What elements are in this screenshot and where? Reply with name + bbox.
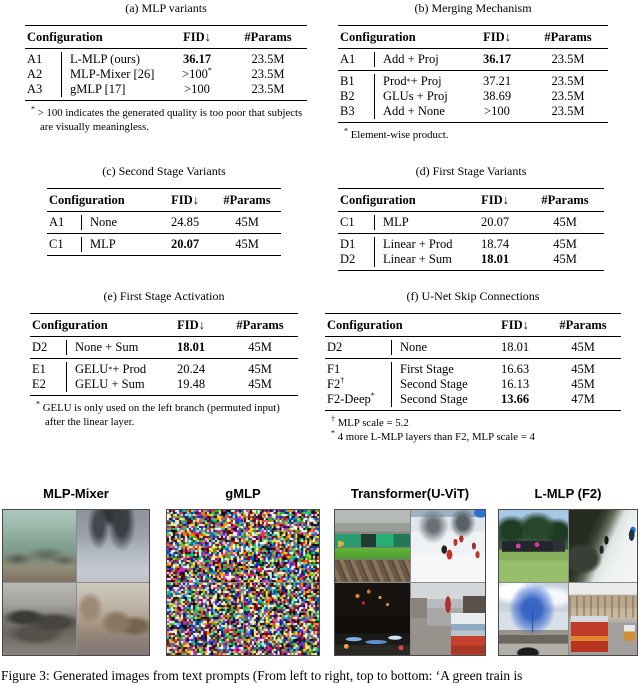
table-footnotes bbox=[25, 106, 307, 135]
config-name: GELU * + Prod bbox=[66, 362, 160, 377]
config-id: C1 bbox=[49, 237, 64, 252]
config-name: GELU + Sum bbox=[66, 377, 160, 392]
header-configuration: Configuration bbox=[27, 29, 103, 44]
table-group bbox=[325, 337, 621, 358]
generated-image bbox=[499, 510, 568, 582]
table-footnote: * > 100 indicates the generated quality is too poor that subjects are visually meaningless. bbox=[31, 104, 303, 134]
params-value: 45M bbox=[248, 377, 272, 392]
image-grid bbox=[166, 509, 320, 656]
config-id: E1 bbox=[32, 362, 46, 377]
fid-value: 18.01 bbox=[176, 340, 206, 355]
generated-image bbox=[3, 510, 76, 582]
header-params: #Params bbox=[223, 192, 271, 207]
fid-value: 20.07 bbox=[480, 215, 510, 230]
generated-image bbox=[77, 583, 150, 655]
table-group bbox=[30, 358, 298, 395]
generated-image bbox=[569, 510, 638, 582]
config-id: D2 bbox=[327, 340, 343, 355]
panel-transformer-uvit bbox=[334, 486, 486, 656]
config-id: C1 bbox=[340, 215, 355, 230]
params-value: 45M bbox=[235, 237, 259, 252]
header-fid: FID↓ bbox=[483, 29, 511, 44]
header-configuration: Configuration bbox=[327, 317, 403, 332]
header-params: #Params bbox=[236, 317, 284, 332]
params-value: 45M bbox=[248, 362, 272, 377]
fid-value: 36.17 bbox=[182, 52, 212, 67]
params-value: 23.5M bbox=[251, 52, 285, 67]
config-name: L-MLP (ours) bbox=[61, 52, 165, 67]
header-configuration: Configuration bbox=[340, 192, 416, 207]
image-grid bbox=[2, 509, 150, 656]
table-body bbox=[325, 337, 621, 411]
table-body bbox=[30, 337, 298, 396]
table-b-merging-mechanism bbox=[338, 2, 608, 142]
table-header bbox=[338, 188, 604, 212]
fid-value: 20.07 bbox=[170, 237, 200, 252]
config-id: E2 bbox=[32, 377, 46, 392]
panel-label: L-MLP (F2) bbox=[534, 486, 602, 501]
table-row bbox=[338, 237, 604, 252]
table-row bbox=[30, 340, 298, 355]
config-id: B1 bbox=[340, 74, 355, 89]
fid-value: 18.01 bbox=[480, 252, 510, 267]
header-fid: FID↓ bbox=[171, 192, 199, 207]
generated-image bbox=[335, 583, 410, 655]
config-id: F1 bbox=[327, 362, 341, 377]
params-value: 45M bbox=[235, 215, 259, 230]
table-row bbox=[47, 237, 281, 252]
table-e-first-stage-activation bbox=[30, 290, 298, 430]
header-configuration: Configuration bbox=[340, 29, 416, 44]
header-configuration: Configuration bbox=[49, 192, 125, 207]
config-id: A1 bbox=[27, 52, 43, 67]
generated-image-noise bbox=[167, 510, 243, 582]
header-params: #Params bbox=[244, 29, 292, 44]
table-body bbox=[25, 49, 307, 101]
config-id: F2-Deep* bbox=[327, 391, 375, 407]
header-fid: FID↓ bbox=[183, 29, 211, 44]
header-fid: FID↓ bbox=[177, 317, 205, 332]
fid-value: 16.63 bbox=[500, 362, 530, 377]
table-footnotes bbox=[325, 416, 621, 445]
table-row bbox=[30, 362, 298, 377]
generated-image bbox=[335, 510, 410, 582]
table-header bbox=[25, 25, 307, 49]
fid-value: 38.69 bbox=[482, 89, 512, 104]
table-footnote: † MLP scale = 5.2 bbox=[331, 414, 409, 430]
table-group bbox=[338, 70, 608, 122]
params-value: 23.5M bbox=[551, 104, 585, 119]
table-row bbox=[325, 362, 621, 377]
fid-value: 24.85 bbox=[170, 215, 200, 230]
params-value: 45M bbox=[553, 215, 577, 230]
params-value: 45M bbox=[248, 340, 272, 355]
fid-value: 13.66 bbox=[500, 392, 530, 407]
header-params: #Params bbox=[559, 317, 607, 332]
config-id: D2 bbox=[32, 340, 48, 355]
panel-gmlp bbox=[166, 486, 320, 656]
params-value: 23.5M bbox=[551, 74, 585, 89]
table-group bbox=[338, 212, 604, 233]
generated-image bbox=[3, 583, 76, 655]
generated-image-noise bbox=[167, 583, 243, 655]
fid-value: 18.01 bbox=[500, 340, 530, 355]
params-value: 23.5M bbox=[251, 67, 285, 82]
table-caption: (e) First Stage Activation bbox=[103, 289, 225, 303]
table-d-first-stage-variants bbox=[338, 165, 604, 276]
config-name: MLP bbox=[374, 215, 464, 230]
table-group bbox=[338, 49, 608, 70]
table-footnotes bbox=[30, 401, 298, 430]
table-header bbox=[325, 313, 621, 337]
table-group bbox=[25, 49, 307, 100]
config-id: A2 bbox=[27, 67, 43, 82]
table-row bbox=[25, 52, 307, 67]
table-row bbox=[338, 252, 604, 267]
table-header bbox=[47, 188, 281, 212]
image-grid bbox=[334, 509, 486, 656]
table-group bbox=[47, 212, 281, 233]
table-header bbox=[30, 313, 298, 337]
table-f-unet-skip-connections bbox=[325, 290, 621, 445]
image-grid bbox=[498, 509, 638, 656]
table-caption: (b) Merging Mechanism bbox=[414, 1, 532, 15]
params-value: 45M bbox=[571, 377, 595, 392]
params-value: 23.5M bbox=[251, 82, 285, 97]
table-group bbox=[338, 233, 604, 270]
table-row bbox=[25, 82, 307, 97]
table-footnotes bbox=[338, 128, 608, 142]
fid-value: 36.17 bbox=[482, 52, 512, 67]
table-row bbox=[25, 67, 307, 82]
fid-value: >100 bbox=[184, 82, 210, 97]
config-id: A1 bbox=[340, 52, 356, 67]
fid-value: 20.24 bbox=[176, 362, 206, 377]
generated-image bbox=[569, 583, 638, 655]
table-group bbox=[47, 233, 281, 255]
config-name: Second Stage bbox=[391, 377, 485, 392]
panel-l-mlp-f2 bbox=[498, 486, 638, 656]
params-value: 23.5M bbox=[551, 89, 585, 104]
params-value: 45M bbox=[553, 252, 577, 267]
config-name: Prod * + Proj bbox=[374, 74, 466, 89]
header-params: #Params bbox=[541, 192, 589, 207]
table-caption: (d) First Stage Variants bbox=[415, 164, 527, 178]
table-a-mlp-variants bbox=[25, 2, 307, 135]
table-row bbox=[338, 74, 608, 89]
table-footnote: * 4 more L-MLP layers than F2, MLP scale = 4 bbox=[331, 428, 535, 444]
config-name: MLP bbox=[81, 237, 157, 252]
generated-image bbox=[499, 583, 568, 655]
panel-label: MLP-Mixer bbox=[43, 486, 109, 501]
table-header bbox=[338, 25, 608, 49]
table-body bbox=[47, 212, 281, 256]
generated-image bbox=[411, 583, 486, 655]
table-row bbox=[338, 52, 608, 67]
fid-value: >100* bbox=[182, 66, 212, 82]
config-name: MLP-Mixer [26] bbox=[61, 67, 165, 82]
config-name: Linear + Prod bbox=[374, 237, 464, 252]
params-value: 47M bbox=[571, 392, 595, 407]
config-id: A1 bbox=[49, 215, 65, 230]
table-caption: (a) MLP variants bbox=[125, 1, 207, 15]
config-name: Add + Proj bbox=[374, 52, 466, 67]
table-footnote: * GELU is only used on the left branch (permuted input) after the linear layer. bbox=[36, 399, 280, 429]
config-name: gMLP [17] bbox=[61, 82, 165, 97]
header-fid: FID↓ bbox=[501, 317, 529, 332]
config-name: First Stage bbox=[391, 362, 485, 377]
config-id: A3 bbox=[27, 82, 43, 97]
config-name: Second Stage bbox=[391, 392, 485, 407]
table-row bbox=[325, 340, 621, 355]
config-id: F2† bbox=[327, 376, 345, 392]
generated-image bbox=[77, 510, 150, 582]
table-row bbox=[338, 215, 604, 230]
params-value: 23.5M bbox=[551, 52, 585, 67]
figure-caption: Figure 3: Generated images from text prompts (From left to right, top to bottom: ‘A green train is bbox=[1, 668, 523, 683]
table-c-second-stage-variants bbox=[47, 165, 281, 261]
fid-value: >100 bbox=[484, 104, 510, 119]
params-value: 45M bbox=[571, 362, 595, 377]
table-row bbox=[47, 215, 281, 230]
config-name: None + Sum bbox=[66, 340, 160, 355]
fid-value: 16.13 bbox=[500, 377, 530, 392]
table-footnote: * Element-wise product. bbox=[344, 126, 449, 142]
generated-image-noise bbox=[244, 510, 320, 582]
table-caption: (f) U-Net Skip Connections bbox=[406, 289, 540, 303]
config-id: D2 bbox=[340, 252, 356, 267]
config-id: D1 bbox=[340, 237, 356, 252]
config-name: Add + None bbox=[374, 104, 466, 119]
table-row bbox=[338, 89, 608, 104]
table-row bbox=[325, 377, 621, 392]
config-name: None bbox=[391, 340, 485, 355]
table-row bbox=[325, 392, 621, 407]
table-body bbox=[338, 212, 604, 271]
table-body bbox=[338, 49, 608, 123]
config-name: Linear + Sum bbox=[374, 252, 464, 267]
config-name: GLUs + Proj bbox=[374, 89, 466, 104]
generated-image bbox=[411, 510, 486, 582]
panel-label: gMLP bbox=[225, 486, 261, 501]
table-group bbox=[30, 337, 298, 358]
fid-value: 19.48 bbox=[176, 377, 206, 392]
params-value: 45M bbox=[553, 237, 577, 252]
header-fid: FID↓ bbox=[481, 192, 509, 207]
table-row bbox=[338, 104, 608, 119]
config-id: B3 bbox=[340, 104, 355, 119]
table-caption: (c) Second Stage Variants bbox=[102, 164, 226, 178]
table-row bbox=[30, 377, 298, 392]
config-name: None bbox=[81, 215, 157, 230]
panel-mlp-mixer bbox=[2, 486, 150, 656]
fid-value: 18.74 bbox=[480, 237, 510, 252]
panel-label: Transformer(U-ViT) bbox=[350, 486, 470, 501]
params-value: 45M bbox=[571, 340, 595, 355]
config-id: B2 bbox=[340, 89, 355, 104]
generated-image-noise bbox=[244, 583, 320, 655]
table-group bbox=[325, 358, 621, 410]
header-params: #Params bbox=[544, 29, 592, 44]
header-configuration: Configuration bbox=[32, 317, 108, 332]
fid-value: 37.21 bbox=[482, 74, 512, 89]
